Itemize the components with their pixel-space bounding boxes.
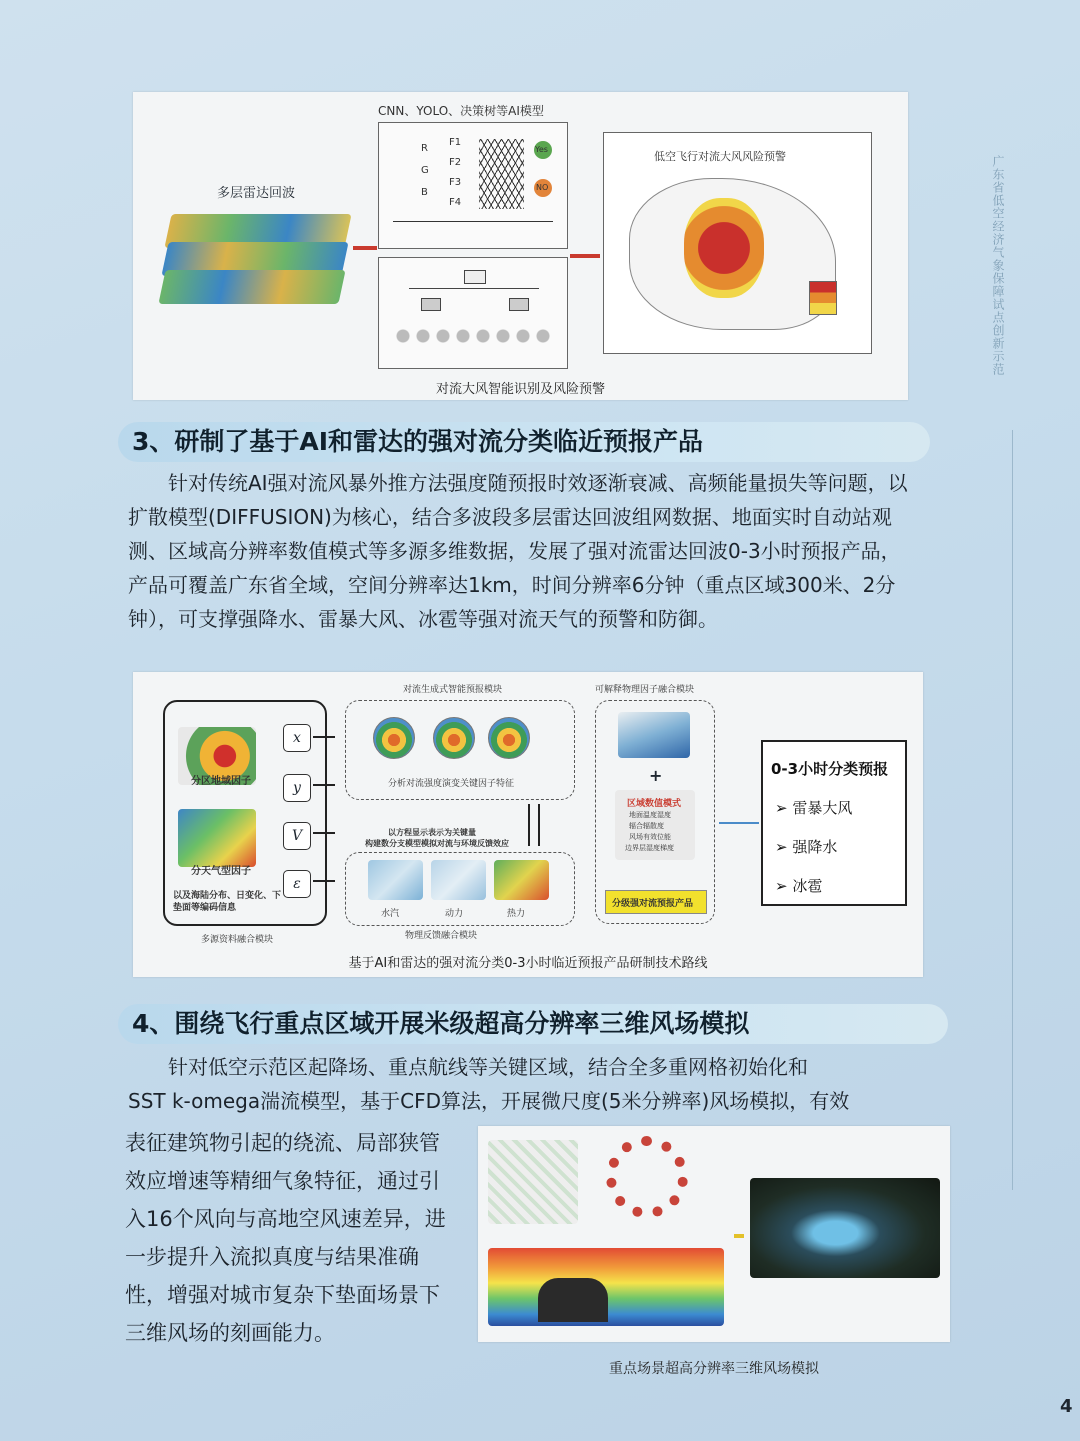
- figure1-model-title: CNN、YOLO、决策树等AI模型: [378, 104, 544, 118]
- output-item-3: 冰雹: [792, 877, 823, 895]
- dynamic-label: 动力: [445, 909, 464, 919]
- multi-source-title: 多源资料融合模块: [201, 935, 274, 945]
- output-bullet-3: ➢ 冰雹: [775, 877, 823, 895]
- node-f4: F4: [449, 197, 462, 208]
- moisture-label: 水汽: [381, 909, 400, 919]
- equation-note: 以方程显示表示为关键量: [388, 828, 476, 837]
- node-f1: F1: [449, 137, 462, 148]
- var-x: x: [283, 724, 311, 752]
- output-item-2: 强降水: [792, 838, 838, 856]
- flow-row: [393, 221, 553, 222]
- figure3-caption: 重点场景超高分辨率三维风场模拟: [609, 1361, 819, 1377]
- regional-item-2: 辐合辐散度: [629, 822, 664, 830]
- output-bullet-2: ➢ 强降水: [775, 838, 838, 856]
- figure2-caption: 基于AI和雷达的强对流分类0-3小时临近预报产品研制技术路线: [348, 956, 708, 971]
- gen-sub-label: 分析对流强度演变关键因子特征: [388, 779, 515, 789]
- arrow-to-output: [719, 822, 759, 824]
- city-map: [488, 1140, 578, 1224]
- section4-heading: 4、围绕飞行重点区域开展米级超高分辨率三维风场模拟: [118, 1004, 948, 1044]
- figure-3d-wind: [478, 1126, 950, 1342]
- figure1-caption: 对流大风智能识别及风险预警: [435, 382, 605, 397]
- feedback-arrows: [528, 804, 540, 846]
- 3d-wind-render: [750, 1178, 940, 1278]
- figure-tech-route: [133, 672, 923, 977]
- map-legend: [809, 281, 837, 315]
- radar-layer-3: [158, 270, 345, 304]
- node-no-label: NO: [536, 183, 549, 192]
- gen-module-title: 对流生成式智能预报模块: [403, 685, 503, 695]
- weather-type-map: [178, 809, 256, 867]
- node-g: G: [421, 165, 429, 176]
- map-title: 低空飞行对流大风风险预警: [654, 150, 786, 163]
- tree-branch: [409, 288, 539, 289]
- var-v: V: [283, 822, 311, 850]
- regional-item-4: 边界层湿度梯度: [625, 844, 674, 852]
- node-r: R: [421, 143, 428, 154]
- output-item-1: 雷暴大风: [792, 799, 853, 817]
- tree-leaves: [393, 328, 553, 344]
- arrow-radar-to-model: [353, 246, 377, 250]
- product-label: 分级强对流预报产品: [612, 899, 694, 909]
- building-silhouette: [538, 1278, 608, 1322]
- figure1-radar-label: 多层雷达回波: [217, 186, 296, 201]
- node-yes-label: Yes: [535, 145, 548, 154]
- page-number: 4: [1060, 1396, 1073, 1417]
- equation-note-2: 构建数分支模型模拟对流与环境反馈效应: [365, 839, 509, 848]
- encoding-info-label: 以及海陆分布、日变化、下垫面等编码信息: [173, 891, 282, 913]
- thermal-map: [494, 860, 549, 900]
- weather-type-label: 分天气型因子: [191, 866, 251, 877]
- regional-model-title: 区域数值模式: [627, 799, 682, 809]
- wind-directions-diagram: [606, 1136, 688, 1218]
- output-title: 0-3小时分类预报: [771, 760, 889, 778]
- var-epsilon: ε: [283, 870, 311, 898]
- section4-rest: 表征建筑物引起的绕流、局部狭管效应增速等精细气象特征，通过引入16个风向与高地空风速差异，进一步提升入流拟真度与结果准确性，增强对城市复杂下垫面场景下三维风场的刻画能力。: [125, 1131, 446, 1345]
- side-divider: [1012, 430, 1013, 1190]
- tree-root: [464, 270, 486, 284]
- moisture-map: [368, 860, 423, 900]
- section4-line1: 针对低空示范区起降场、重点航线等关键区域，结合全多重网格初始化和: [168, 1055, 808, 1079]
- satellite-map: [618, 712, 690, 758]
- section3-heading: 3、研制了基于AI和雷达的强对流分类临近预报产品: [118, 422, 930, 462]
- physics-module-title: 物理反馈融合模块: [405, 931, 478, 941]
- side-label: 广东省低空经济气象保障试点创新示范: [991, 155, 1005, 376]
- node-f2: F2: [449, 157, 462, 168]
- tree-node-left: [421, 298, 441, 311]
- regional-item-1: 地面温度湿度: [629, 811, 671, 819]
- mesh-lines: [479, 139, 524, 209]
- forecast-map-3: [488, 717, 530, 759]
- map-frame: [603, 132, 872, 354]
- node-b: B: [421, 187, 428, 198]
- regional-item-3: 风场有效位能: [629, 833, 671, 841]
- output-bullet-1: ➢ 雷暴大风: [775, 799, 853, 817]
- tree-node-right: [509, 298, 529, 311]
- cnn-network-box: [378, 122, 568, 249]
- dynamic-map: [431, 860, 486, 900]
- regional-model-box: [615, 790, 695, 860]
- figure-convective-wind: [133, 92, 908, 400]
- risk-area: [684, 198, 764, 298]
- thermal-label: 热力: [507, 909, 526, 919]
- forecast-map-1: [373, 717, 415, 759]
- node-f3: F3: [449, 177, 462, 188]
- output-box: [761, 740, 907, 906]
- var-y: y: [283, 774, 311, 802]
- var-arrows: [313, 736, 335, 886]
- regional-factor-label: 分区地域因子: [191, 776, 251, 787]
- section4-line2: SST k-omega湍流模型，基于CFD算法，开展微尺度(5米分辨率)风场模拟，有效: [128, 1089, 850, 1113]
- arrow-model-to-map: [570, 254, 600, 258]
- product-label-box: [605, 890, 707, 914]
- section3-paragraph: 针对传统AI强对流风暴外推方法强度随预报时效逐渐衰减、高频能量损失等问题，以扩散模型(DIFFUSION)为核心，结合多波段多层雷达回波组网数据、地面实时自动站观测、区域高分辨率数值模式等多源多维数据，发展了强对流雷达回波0-3小时预报产品，产品可覆盖广东省全域，空间分辨率达1km，时间分辨率6分钟（重点区域300米、2分钟），可支撑强降水、雷暴大风、冰雹等强对流天气的预警和防御。: [128, 471, 908, 631]
- fuse-module-title: 可解释物理因子融合模块: [595, 685, 695, 695]
- forecast-map-2: [433, 717, 475, 759]
- plus-sign: +: [649, 766, 663, 785]
- decision-tree-box: [378, 257, 568, 369]
- arrow-to-3d: [734, 1234, 744, 1238]
